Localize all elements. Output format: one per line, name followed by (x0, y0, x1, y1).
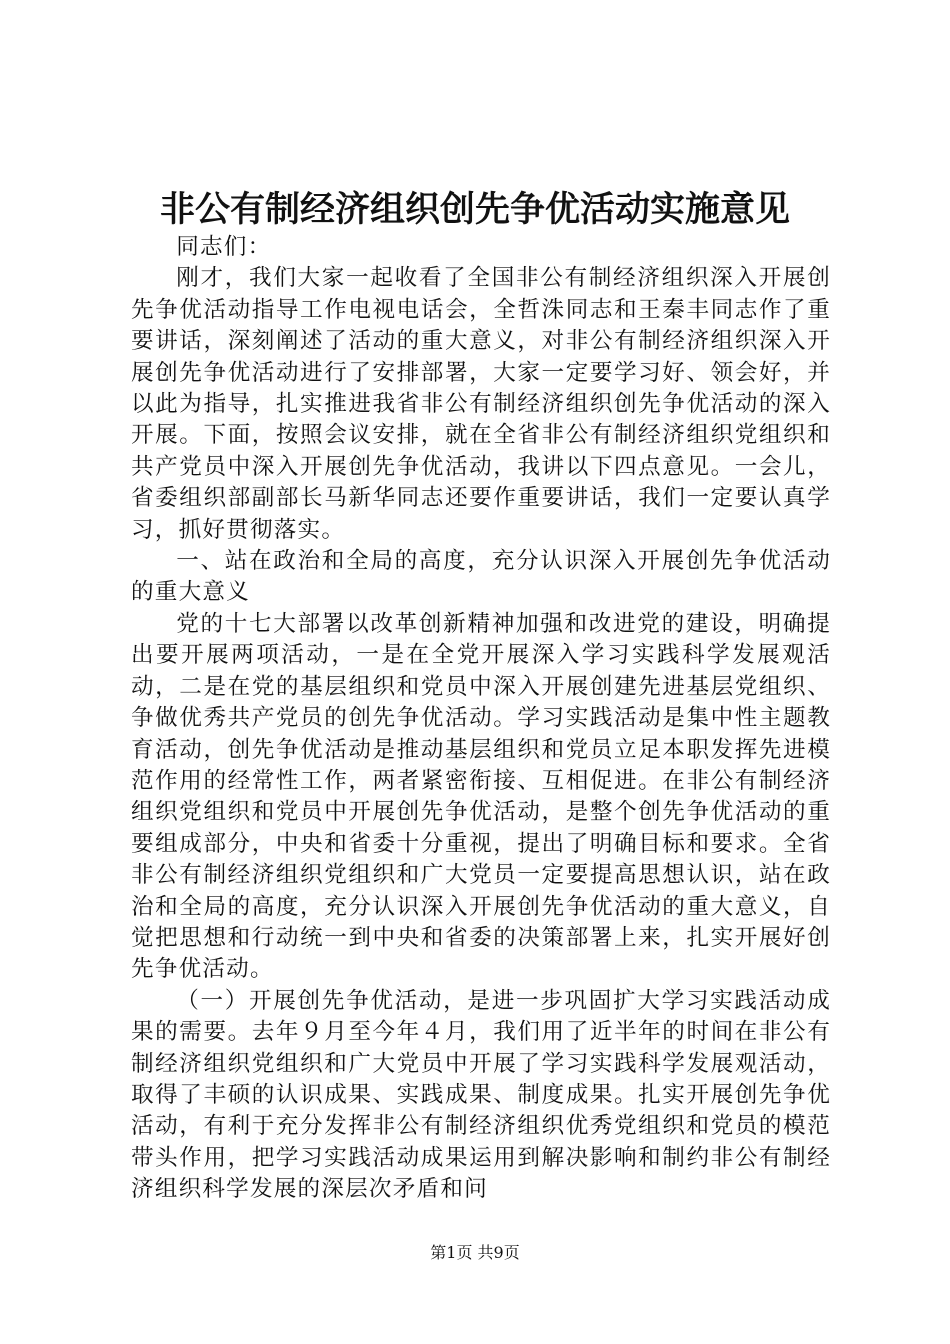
page-number-footer: 第1页 共9页 (430, 1243, 520, 1262)
section-heading-one: 一、站在政治和全局的高度，充分认识深入开展创先争优活动的重大意义 (131, 548, 831, 606)
intro-paragraph: 刚才，我们大家一起收看了全国非公有制经济组织深入开展创先争优活动指导工作电视电话会，全哲洙同志和王秦丰同志作了重要讲话，深刻阐述了活动的重大意义，对非公有制经济组织深入开展创先争优活动进行了安排部署，大家一定要学习好、领会好，并以此为指导，扎实推进我省非公有制经济组织创先争优活动的深入开展。下面，按照会议安排，就在全省非公有制经济组织党组织和共产党员中深入开展创先争优活动，我讲以下四点意见。一会儿，省委组织部副部长马新华同志还要作重要讲话，我们一定要认真学习，抓好贯彻落实。 (131, 265, 831, 543)
document-title: 非公有制经济组织创先争优活动实施意见 (159, 190, 790, 230)
body-paragraph: 党的十七大部署以改革创新精神加强和改进党的建设，明确提出要开展两项活动，一是在全党开展深入学习实践科学发展观活动，二是在党的基层组织和党员中深入开展创建先进基层党组织、争做优秀共产党员的创先争优活动。学习实践活动是集中性主题教育活动，创先争优活动是推动基层组织和党员立足本职发挥先进模范作用的经常性工作，两者紧密衔接、互相促进。在非公有制经济组织党组织和党员中开展创先争优活动，是整个创先争优活动的重要组成部分，中央和省委十分重视，提出了明确目标和要求。全省非公有制经济组织党组织和广大党员一定要提高思想认识，站在政治和全局的高度，充分认识深入开展创先争优活动的重大意义，自觉把思想和行动统一到中央和省委的决策部署上来，扎实开展好创先争优活动。 (131, 610, 831, 983)
document-body (131, 232, 831, 1206)
salutation-paragraph: 同志们： (176, 234, 272, 260)
subsection-paragraph-one: （一）开展创先争优活动，是进一步巩固扩大学习实践活动成果的需要。去年９月至今年４月，我们用了近半年的时间在非公有制经济组织党组织和广大党员中开展了学习实践科学发展观活动，取得了丰硕的认识成果、实践成果、制度成果。扎实开展创先争优活动，有利于充分发挥非公有制经济组织优秀党组织和党员的模范带头作用，把学习实践活动成果运用到解决影响和制约非公有制经济组织科学发展的深层次矛盾和问 (131, 987, 831, 1203)
